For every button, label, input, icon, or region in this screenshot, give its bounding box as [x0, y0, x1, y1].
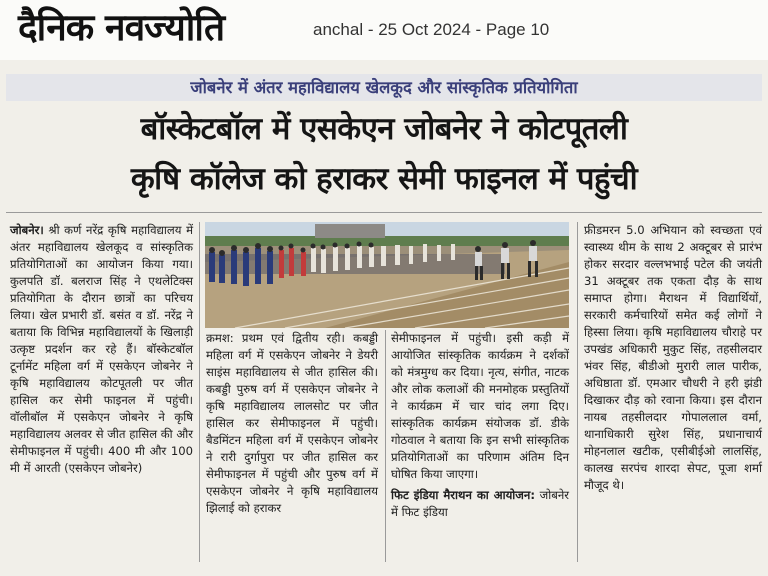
- column-divider: [385, 330, 386, 562]
- edition-info: anchal - 25 Oct 2024 - Page 10: [313, 20, 550, 39]
- column-3-text: सेमीफाइनल में पहुंची। इसी कड़ी में आयोजित सांस्कृतिक कार्यक्रम ने दर्शकों को मंत्रमुग्ध कर दिया। नृत्य, संगीत, नाटक और लोक कलाओं की मनमोहक प्रस्तुतियों ने कार्यक्रम में चार चांद लगा दिए। सांस्कृतिक कार्यक्रम संयोजक डॉ. डीके गोठवाल ने बताया कि इन सभी सांस्कृतिक प्रतियोगिताओं का परिणाम अंतिम दिन घोषित किया जाएगा।: [391, 331, 569, 481]
- column-divider: [199, 222, 200, 562]
- athletics-track-photo: [205, 222, 569, 328]
- article-headline: [0, 104, 768, 204]
- column-2-text: क्रमश: प्रथम एवं द्वितीय रही। कबड्डी महिला वर्ग में एसकेएन जोबनेर ने डेयरी साइंस महाविद्यालय से जीत हासिल की। कबड्डी पुरुष वर्ग में एसकेएन जोबनेर ने कृषि महाविद्यालय लालसोट पर जीत हासिल कर सेमीफाइनल में पहुंची। बैडमिंटन महिला वर्ग में एसकेएन जोबनेर ने रारी दुर्गापुरा पर जीत हासिल कर सेमीफाइनल में पहुंची और पुरुष वर्ग में एसकेएन जोबनेर ने कृषि महाविद्यालय झिलाई को हराकर: [206, 331, 378, 515]
- article-column-4: [584, 222, 762, 494]
- marathon-subheading: फिट इंडिया मैराथन का आयोजन:: [391, 488, 535, 502]
- article-kicker: [6, 74, 762, 101]
- article-column-2: [206, 330, 378, 517]
- newspaper-logo: दैनिक नवज्योति: [18, 6, 225, 49]
- article-column-1: [10, 222, 193, 477]
- kicker-text: जोबनेर में अंतर महाविद्यालय खेलकूद और सांस्कृतिक प्रतियोगिता: [190, 78, 578, 97]
- column-4-text: फ्रीडमरन 5.0 अभियान को स्वच्छता एवं स्वास्थ्य थीम के साथ 2 अक्टूबर से प्रारंभ होकर सरदार वल्लभभाई पटेल की जयंती 31 अक्टूबर तक एकता दौड़ के साथ समाप्त होगा। मैराथन में विद्यार्थियों, सरकारी कर्मचारियों समेत कई लोगों ने हिस्सा लिया। कृषि महाविद्यालय चौराहे पर उपखंड अधिकारी मुकुट सिंह, तहसीलदार भंवर सिंह, बीडीओ मुरारी लाल पारीक, अधिष्ठाता डॉ. एमआर चौधरी ने हरी झंडी दिखाकर दौड़ को रवाना किया। इस दौरान नायब तहसीलदार गोपाललाल वर्मा, थानाधिकारी सुरेश सिंह, प्रधानाचार्य मोहनलाल खटीक, एसीबीईओ लालसिंह, कालख सरपंच शारदा सेपट, पूजा शर्मा मौजूद थे।: [584, 223, 762, 492]
- headline-divider: [6, 212, 762, 213]
- headline-line-1: बॉस्केटबॉल में एसकेएन जोबनेर ने कोटपूतली: [140, 111, 628, 147]
- dateline: जोबनेर।: [10, 223, 44, 237]
- newspaper-masthead: [0, 0, 768, 61]
- column-3-tail: जोबनेर में फिट इंडिया: [391, 488, 570, 519]
- column-divider: [577, 222, 578, 562]
- column-1-text: श्री कर्ण नरेंद्र कृषि महाविद्यालय में अंतर महाविद्यालय खेलकूद व सांस्कृतिक प्रतियोगिताओं का आयोजन किया गया। कुलपति डॉ. बलराज सिंह ने एथलेटिक्स प्रतियोगिता के दौरान छात्रों का परिचय लिया। खेल प्रभारी डॉ. बसंत व डॉ. नरेंद्र ने बताया कि विभिन्न महाविद्यालयों के खिलाड़ी उत्कृष्ट प्रदर्शन कर रहे हैं। बॉस्केटबॉल टूर्नामेंट महिला वर्ग में एसकेएन जोबनेर ने कृषि महाविद्यालय कोटपूतली पर जीत हासिल कर सेमी फाइनल में पहुंची। वॉलीबॉल में एसकेएन जोबनेर ने कृषि महाविद्यालय अलवर से जीत हासिल की और सेमीफाइनल में पहुंची। 400 मी और 100 मी में आरती (एसकेएन जोबनेर): [10, 223, 194, 475]
- article-column-3: [391, 330, 569, 521]
- athletics-photo-image: [205, 222, 569, 328]
- headline-line-2: कृषि कॉलेज को हराकर सेमी फाइनल में पहुंची: [130, 161, 638, 197]
